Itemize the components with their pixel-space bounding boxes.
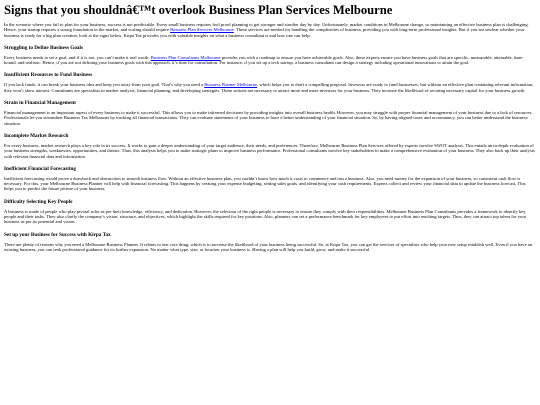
section-heading-goals: Struggling to Define Business Goals <box>4 44 83 51</box>
section-paragraph-kirpa-tax: There are plenty of reasons why you need a Melbourne Business Planner. It relates to one core thing, which is to increase the likelihood of your business being successful. So, at Kirpa Tax, you can get the services of specialists who help your new setup establish well. Even if you have an existing business, you can seek professional guidance for its further expansion. No matter what type, size, or location your business is. Having a plan will help you build, grow, and make it successful. <box>4 241 533 252</box>
section-heading-kirpa-tax: Set up your Business for Success with Kirpa Tax <box>4 231 111 238</box>
intro-text-after: . These services are needed for handling the complexities of business, providing you with long-term professional insights. But if you are unclear whether your business is ready for a big plan creation, look at the signs below. Kirpa Tax provides you with valuable insights on what a business consultant is and how one can help. <box>4 27 525 38</box>
section-heading-funding: Insufficient Resources to Fund Business <box>4 72 93 79</box>
page-title: Signs that you shouldnâ€™t overlook Business Plan Services Melbourne <box>4 3 393 17</box>
section-text-after: provides you with a roadmap to ensure you have achievable goals. Also, these experts ensure you have business goals that are specific, measurable, attainable, time-bound, and realistic. Hence, if you are not defining your business goals with this approach, it’s time for consultation. For instance, if you set up a tech startup, a business consultant can design a strategy including operational innovations to attain the goal. <box>4 54 524 66</box>
section-paragraph-forecasting: Inefficient forecasting would prove a drawback and obstruction to smooth business flow. Without an effective business plan, you couldn’t know how much it costs to commence and run a business. Also, you need money for the expansion of your business, so consistent cash flow is necessary. For this, your Melbourne Business Planner will help with financial forecasting. This happens by creating your expense budgeting, setting sales goals, and identifying your cash requirements. Experts collect and review your financial data to update the business forecast. This helps you to predict the future picture of your business. <box>4 175 526 192</box>
section-heading-forecasting: Inefficient Financial Forecasting <box>4 165 76 172</box>
section-heading-financial-management: Strain in Financial Management <box>4 100 76 107</box>
section-text-after: , which helps you to draft a compelling proposal. Investors are ready to fund businesses, but without an effective plan containing relevant information, they won’t show interest. Consultants are specialists in market analysis, financial planning, and developing strategies. These actions are necessary to attract more and more investors for your business. They increase the likelihood of securing necessary capital for your business growth. <box>4 82 534 93</box>
intro-text-before: In the scenario where you fail to plan for your business, success is not predictable. Every small business requires fool proof planning to get stronger and sturdier day by day. Unfortunately, market conditions in Melbourne change, so maintaining an effective business plan is challenging. Hence, your startup requires a strong foundation in the market, and scaling should require <box>4 22 529 33</box>
section-paragraph-funding <box>4 82 536 93</box>
section-heading-key-people: Difficulty Selecting Key People <box>4 198 73 205</box>
business-planner-link[interactable]: Business Planner Melbourne <box>204 82 258 88</box>
business-plan-consultants-link[interactable]: Business Plan Consultants Melbourne <box>150 54 221 60</box>
section-text-before: Every business needs to set a goal, and if it is not, you can’t make it real worth. <box>4 54 151 60</box>
intro-paragraph <box>4 22 536 38</box>
business-plan-services-link[interactable]: Business Plan Services Melbourne <box>170 27 234 33</box>
section-text-before: If you lack funds, it can break your business idea and keep you away from your goal. That’s why you need a <box>4 82 205 88</box>
section-paragraph-key-people: A business is made of people who play pivotal roles as per their knowledge, efficiency, and dedication. However, the selection of the right people is necessary to ensure they comply with their responsibilities. Melbourne Business Plan Consultants provides a framework to identify key people and their tasks. They also clarify the company’s vision, structure, and objectives, which highlight the skills required for key positions. Also, planners can set a performance benchmark for key employees to put effort into reaching targets. Thus, they can attract top talent for your business as per its potential and vision. <box>4 208 527 225</box>
section-heading-market-research: Incomplete Market Research <box>4 132 69 139</box>
section-paragraph-market-research: For every business, market research plays a key role in its success. It works to gain a deeper understanding of your target audience, their needs, and preferences. Therefore, Melbourne Business Plan Services offered by experts involve SWOT analysis. This entails an in-depth evaluation of your business strengths, weaknesses, opportunities, and threats. Thus, this analysis helps you to make strategic plans to improve business performance. Professional consultants involve key stakeholders to make a comprehensive evaluation of your business. They also back up their analysis with relevant financial data and information. <box>4 142 535 159</box>
section-paragraph-financial-management: Financial management is an important aspect of every business to make it successful. This allows you to make informed decisions by providing insights into overall business health. However, you may struggle with proper financial management of your business due to a lack of resources. Professionals let you streamline Business Tax Melbourne by tracking all financial transactions. They can evaluate statements of your business to have a better understanding of your financial situation. So, by having aligned taxes and accountancy, you can better understand the business situation. <box>4 110 533 126</box>
section-paragraph-goals <box>4 55 536 66</box>
